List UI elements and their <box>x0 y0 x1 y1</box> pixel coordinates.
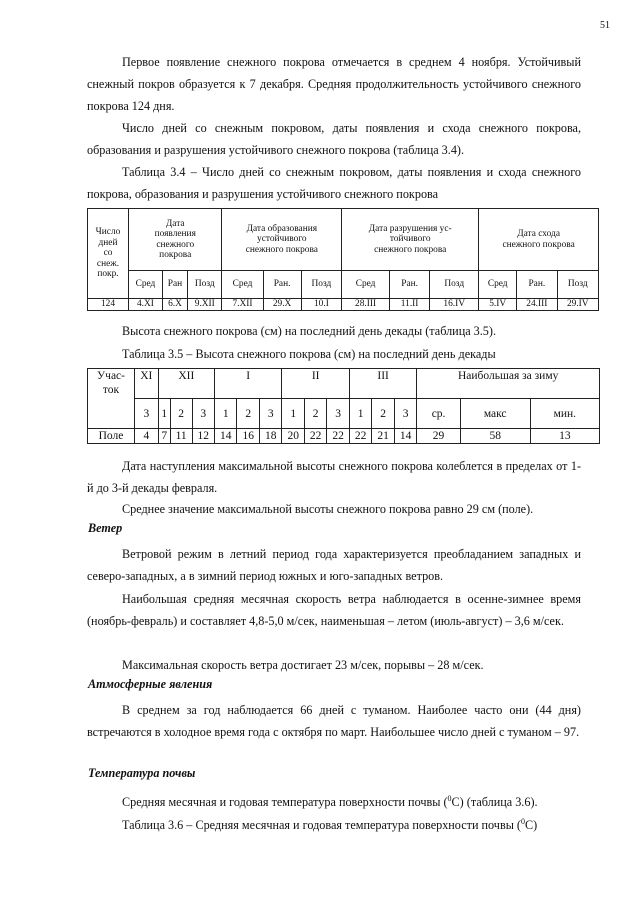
table-header: Дата появления снежного покрова <box>129 209 222 271</box>
table-header: II <box>282 369 349 399</box>
table-cell: Ран. <box>517 271 557 299</box>
table-cell: 20 <box>282 429 304 444</box>
table-cell: Позд <box>557 271 598 299</box>
table-cell: 7 <box>158 429 170 444</box>
table-cell: 13 <box>530 429 599 444</box>
table-cell: 11 <box>170 429 192 444</box>
table-cell: 16 <box>237 429 259 444</box>
table-caption: Таблица 3.5 – Высота снежного покрова (см) на последний день декады <box>122 347 496 361</box>
paragraph: Максимальная скорость ветра достигает 23 м/сек, порывы – 28 м/сек. <box>122 658 484 672</box>
paragraph: Средняя месячная и годовая температура поверхности почвы ($^0$C) (таблица 3.6). <box>122 794 538 810</box>
table-cell: 24.III <box>517 299 557 311</box>
table-cell: 2 <box>170 399 192 429</box>
table-cell: 10.I <box>301 299 342 311</box>
table-cell: макс <box>460 399 530 429</box>
table-cell: 3 <box>259 399 281 429</box>
table-cell: 18 <box>259 429 281 444</box>
table-cell: 14 <box>394 429 416 444</box>
table-cell: 58 <box>460 429 530 444</box>
table-cell: Ран. <box>389 271 429 299</box>
table-header: Число дней со снеж. покр. <box>88 209 129 299</box>
table-cell: 1 <box>158 399 170 429</box>
table-cell: 12 <box>192 429 214 444</box>
section-heading: Ветер <box>88 521 123 535</box>
table-cell: 3 <box>327 399 349 429</box>
table-header: Наибольшая за зиму <box>417 369 600 399</box>
table-cell: 2 <box>372 399 394 429</box>
paragraph: В среднем за год наблюдается 66 дней с туманом. Наиболее часто они (44 дня) встречаются в холодное время года с октября по март. Наибольшее число дней с туманом – 97. <box>87 703 581 739</box>
table-cell: 22 <box>304 429 326 444</box>
section-heading: Температура почвы <box>88 766 196 780</box>
table-header: XII <box>158 369 214 399</box>
paragraph: Дата наступления максимальной высоты снежного покрова колеблется в пределах от 1-й до 3-й декады февраля. <box>87 459 581 495</box>
table-cell: 1 <box>282 399 304 429</box>
table-cell: Позд <box>430 271 479 299</box>
table-cell: 14 <box>215 429 237 444</box>
table-cell: Сред <box>342 271 390 299</box>
table-cell: 29.X <box>263 299 301 311</box>
table-cell: 22 <box>349 429 371 444</box>
table-cell: Сред <box>479 271 517 299</box>
section-heading: Атмосферные явления <box>88 677 213 691</box>
snow-dates-table <box>87 208 599 311</box>
table-caption: Таблица 3.6 – Средняя месячная и годовая температура поверхности почвы ($^0$C) <box>122 817 538 833</box>
table-cell: ср. <box>417 399 460 429</box>
table-cell: 124 <box>88 299 129 311</box>
table-cell: 9.XII <box>188 299 222 311</box>
table-header: Дата образования устойчивого снежного покрова <box>222 209 342 271</box>
table-cell: Ран <box>162 271 187 299</box>
table-cell: 3 <box>135 399 159 429</box>
table-cell: мин. <box>530 399 599 429</box>
table-cell: 22 <box>327 429 349 444</box>
paragraph: Число дней со снежным покровом, даты появления и схода снежного покрова, образования и разрушения устойчивого снежного покрова (таблица 3.4). <box>87 121 581 157</box>
table-cell: 11.II <box>389 299 429 311</box>
table-header: III <box>349 369 416 399</box>
table-cell: Ран. <box>263 271 301 299</box>
table-cell: 7.XII <box>222 299 263 311</box>
table-cell: 4 <box>135 429 159 444</box>
table-cell: 2 <box>237 399 259 429</box>
table-cell: 4.XI <box>129 299 163 311</box>
table-cell: Сред <box>222 271 263 299</box>
table-cell: 2 <box>304 399 326 429</box>
table-cell: Поле <box>88 429 135 444</box>
paragraph: Высота снежного покрова (см) на последний день декады (таблица 3.5). <box>122 324 497 338</box>
table-cell: 3 <box>192 399 214 429</box>
table-cell: 6.X <box>162 299 187 311</box>
paragraph: Среднее значение максимальной высоты снежного покрова равно 29 см (поле). <box>122 502 534 516</box>
table-cell: 3 <box>394 399 416 429</box>
table-header: I <box>215 369 282 399</box>
table-cell: 1 <box>349 399 371 429</box>
table-cell: 29.IV <box>557 299 598 311</box>
table-header: Дата схода снежного покрова <box>479 209 599 271</box>
table-header: XI <box>135 369 159 399</box>
table-caption: Таблица 3.4 – Число дней со снежным покровом, даты появления и схода снежного покрова, образования и разрушения устойчивого снежного покрова <box>87 165 581 201</box>
table-cell: 29 <box>417 429 460 444</box>
paragraph: Ветровой режим в летний период года характеризуется преобладанием западных и северо-западных, а в зимний период южных и юго-западных ветров. <box>87 547 581 583</box>
table-cell: Позд <box>301 271 342 299</box>
table-cell: Позд <box>188 271 222 299</box>
snow-height-table <box>87 368 600 444</box>
table-header: Учас- ток <box>88 369 135 429</box>
table-cell: 5.IV <box>479 299 517 311</box>
table-cell: 1 <box>215 399 237 429</box>
paragraph: Наибольшая средняя месячная скорость ветра наблюдается в осенне-зимнее время (ноябрь-февраль) и составляет 4,8-5,0 м/сек, наименьшая – летом (июль-август) – 3,6 м/сек. <box>87 592 581 628</box>
table-cell: 21 <box>372 429 394 444</box>
table-header: Дата разрушения ус- тойчивого снежного покрова <box>342 209 479 271</box>
page-number: 51 <box>600 20 610 31</box>
table-cell: 16.IV <box>430 299 479 311</box>
table-cell: 28.III <box>342 299 390 311</box>
table-cell: Сред <box>129 271 163 299</box>
paragraph: Первое появление снежного покрова отмечается в среднем 4 ноября. Устойчивый снежный покров образуется к 7 декабря. Средняя продолжительность устойчивого снежного покрова 124 дня. <box>87 55 581 113</box>
